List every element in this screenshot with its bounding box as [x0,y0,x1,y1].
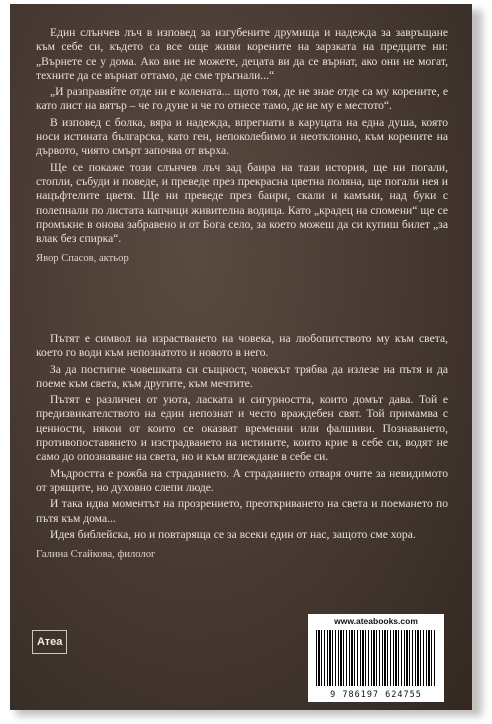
review-1-author: Явор Спасов, актьор [36,253,129,265]
review-block-2 [36,332,448,564]
review-2-paragraph: Мъдростта е рожба на страданието. А страданието отваря очите за невидимото от зрящите, но духовно слепи люде. [36,466,448,494]
review-2-paragraph: За да постигне човешката си същност, човекът трябва да излезе на пътя и да поеме към света, към другите, към мечтите. [36,362,448,390]
publisher-logo: Атеа [32,630,67,654]
barcode-icon [316,630,436,686]
isbn-number: 9 786197 624755 [330,690,422,700]
review-2-paragraph: И така идва моментът на прозрението, преоткриването на света и поемането по пътя към дома... [36,497,448,525]
review-2-paragraph: Пътят е символ на израстването на човека, на любопитството му към света, което го води към непознатото и новото в него. [36,332,448,360]
review-block-1 [36,26,448,269]
publisher-url: www.ateabooks.com [334,616,418,626]
book-back-cover [10,4,472,710]
review-2-author: Галина Стайкова, филолог [36,549,156,561]
barcode-box [308,614,444,702]
review-1-paragraph: „И разправяйте отде ни е колената... щото тоя, де не знае отде са му корените, е като лист на вятър – че го дуне и че го отнесе тамо, де не му е местото“. [36,85,448,113]
review-2-paragraph: Идея библейска, но и повтаряща се за всеки един от нас, защото сме хора. [50,527,416,541]
review-1-paragraph: Един слънчев лъч в изповед за изгубените друмища и надежда за завръщане към себе си, където са все още живи корените на зарзката на предците ни: „Върнете се у дома. Ако вие не можете, децата ви да се върнат, ако они не могат, техните да се върнат оттамо, де сме тръгнали...“ [36,26,448,82]
review-1-paragraph: Ще се покаже този слънчев лъч зад баира на тази история, ще ни погали, стопли, събуди и поведе, и преведе през прекрасна цветна поляна, ще погали нея и нацъфтелите цветя. Ще ни преведе през баири, скали и камъни, над буки с полепнали по листата капчици живителна водица. Като „крадец на спомени“ ще се промъкне в онова забравено и от Бога село, за което можеш да си купиш билет „за влак без спирка“. [36,160,448,246]
review-2-paragraph: Пътят е различен от уюта, ласката и сигурността, които домът дава. Той е предизвикателството на един непознат и често враждебен свят. Той примамва с ценности, някои от които се оказват временни или фалшиви. Познаването, противопоставянето и изстрадването на истините, които крие в себе си, водят не само до опознаване на света, но и към вглеждане в себе си. [36,393,448,464]
review-1-paragraph: В изповед с болка, вяра и надежда, впрегнати в каруцата на една душа, която носи истината българска, като ген, непоколебимо и неотклонно, към корените на дървото, чиято смърт започва от върха. [36,115,448,158]
